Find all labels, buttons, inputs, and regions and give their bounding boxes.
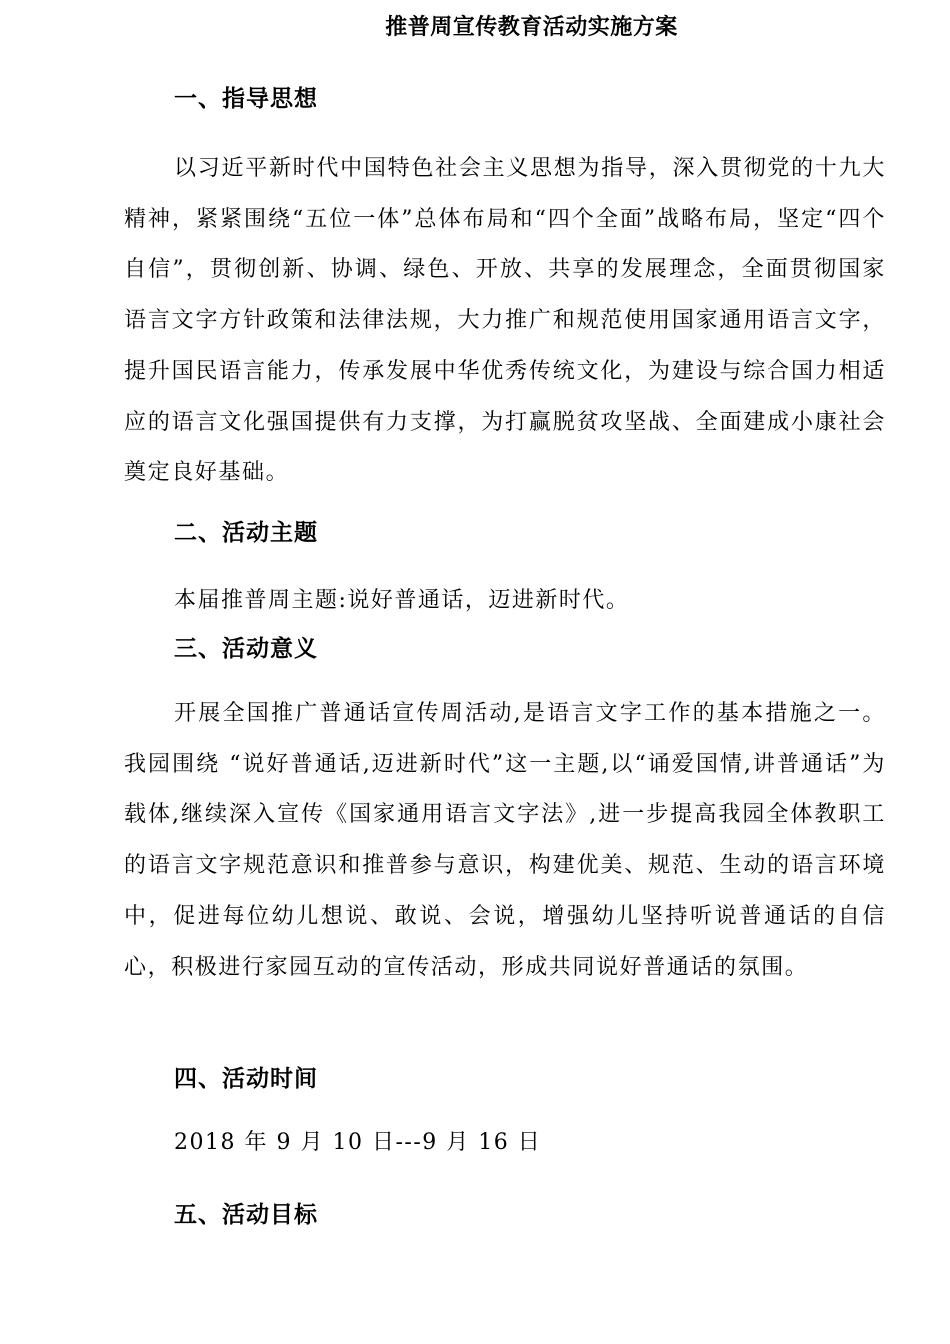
section-body-activity-significance: 开展全国推广普通话宣传周活动,是语言文字工作的基本措施之一。我园围绕 “说好普通话,迈进新时代”这一主题,以“诵爱国情,讲普通话”为载体,继续深入宣传《国家通用语言文字法》,进一步提高我园全体教职工的语言文字规范意识和推普参与意识，构建优美、规范、生动的语言环境中，促进每位幼儿想说、敢说、会说，增强幼儿坚持听说普通话的自信心，积极进行家园互动的宣传活动，形成共同说好普通话的氛围。 bbox=[124, 701, 886, 980]
section-heading-guiding-ideology: 一、指导思想 bbox=[174, 86, 318, 112]
section-body-activity-time: 2018 年 9 月 10 日---9 月 16 日 bbox=[174, 1130, 542, 1155]
section-body-activity-theme: 本届推普周主题:说好普通话，迈进新时代。 bbox=[174, 588, 630, 613]
section-heading-activity-theme: 二、活动主题 bbox=[174, 520, 318, 546]
section-heading-activity-time: 四、活动时间 bbox=[174, 1066, 318, 1092]
section-body-guiding-ideology: 以习近平新时代中国特色社会主义思想为指导，深入贯彻党的十九大精神，紧紧围绕“五位一体”总体布局和“四个全面”战略布局，坚定“四个自信”，贯彻创新、协调、绿色、开放、共享的发展理念，全面贯彻国家语言文字方针政策和法律法规，大力推广和规范使用国家通用语言文字，提升国民语言能力，传承发展中华优秀传统文化，为建设与综合国力相适应的语言文化强国提供有力支撑，为打赢脱贫攻坚战、全面建成小康社会奠定良好基础。 bbox=[124, 156, 886, 486]
document-title: 推普周宣传教育活动实施方案 bbox=[385, 15, 678, 40]
section-heading-activity-significance: 三、活动意义 bbox=[174, 636, 318, 662]
section-heading-activity-goals: 五、活动目标 bbox=[174, 1202, 318, 1228]
